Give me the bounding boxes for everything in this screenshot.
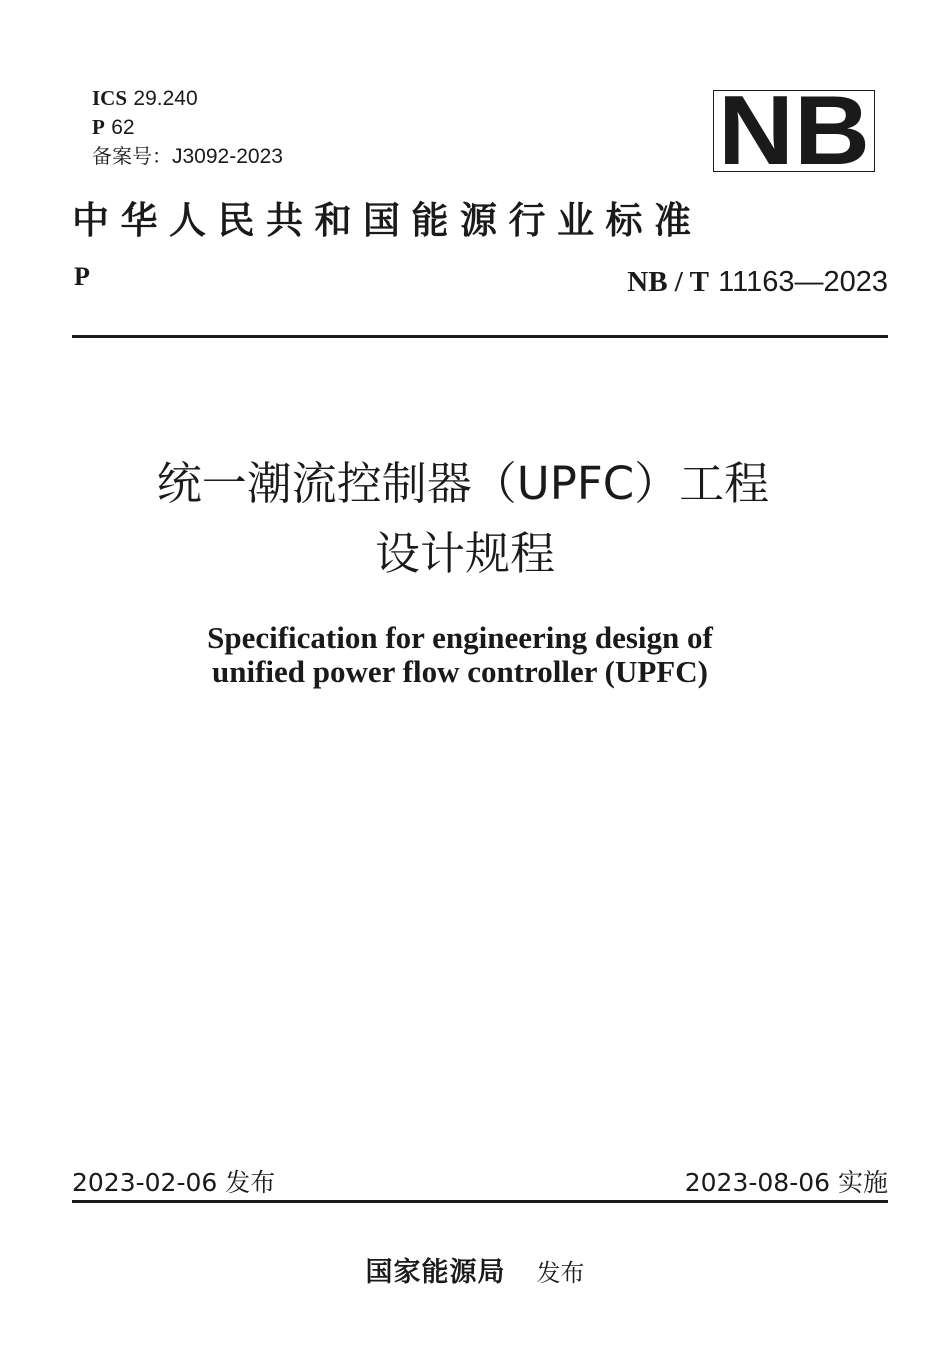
nb-logo	[713, 90, 875, 172]
org-title: 中华人民共和国能源行业标准	[72, 198, 703, 242]
ccs-label: P	[92, 115, 105, 139]
issuer-org: 国家能源局	[365, 1257, 506, 1288]
record-line	[92, 142, 283, 171]
ccs-value: 62	[111, 116, 135, 139]
title-en-line1: Specification for engineering design of	[207, 620, 713, 655]
issuer-verb: 发布	[536, 1259, 585, 1287]
record-label: 备案号：	[92, 144, 172, 168]
ics-label: ICS	[92, 86, 128, 110]
issuer	[0, 1250, 950, 1289]
implement-date: 2023-08-06 实施	[684, 1168, 888, 1197]
category-code: P	[74, 262, 90, 291]
ccs-line	[92, 113, 283, 142]
title-en-line2: unified power flow controller (UPFC)	[212, 654, 708, 689]
document-meta	[92, 84, 283, 171]
nb-logo-text: NB	[718, 91, 870, 171]
title-cn-line2: 设计规程	[374, 527, 555, 580]
publish-date: 2023-02-06 发布	[72, 1168, 276, 1197]
nb-logo-graphic	[714, 91, 874, 171]
title-cn-line1: 统一潮流控制器（UPFC）工程	[156, 457, 770, 510]
standard-number	[627, 264, 888, 299]
record-value: J3092-2023	[172, 145, 283, 168]
top-divider	[72, 335, 888, 338]
ics-value: 29.240	[133, 87, 198, 110]
standard-prefix: NB / T	[627, 266, 709, 298]
bottom-divider	[72, 1200, 888, 1203]
ics-line	[92, 84, 283, 113]
standard-code: 11163—2023	[718, 266, 888, 298]
